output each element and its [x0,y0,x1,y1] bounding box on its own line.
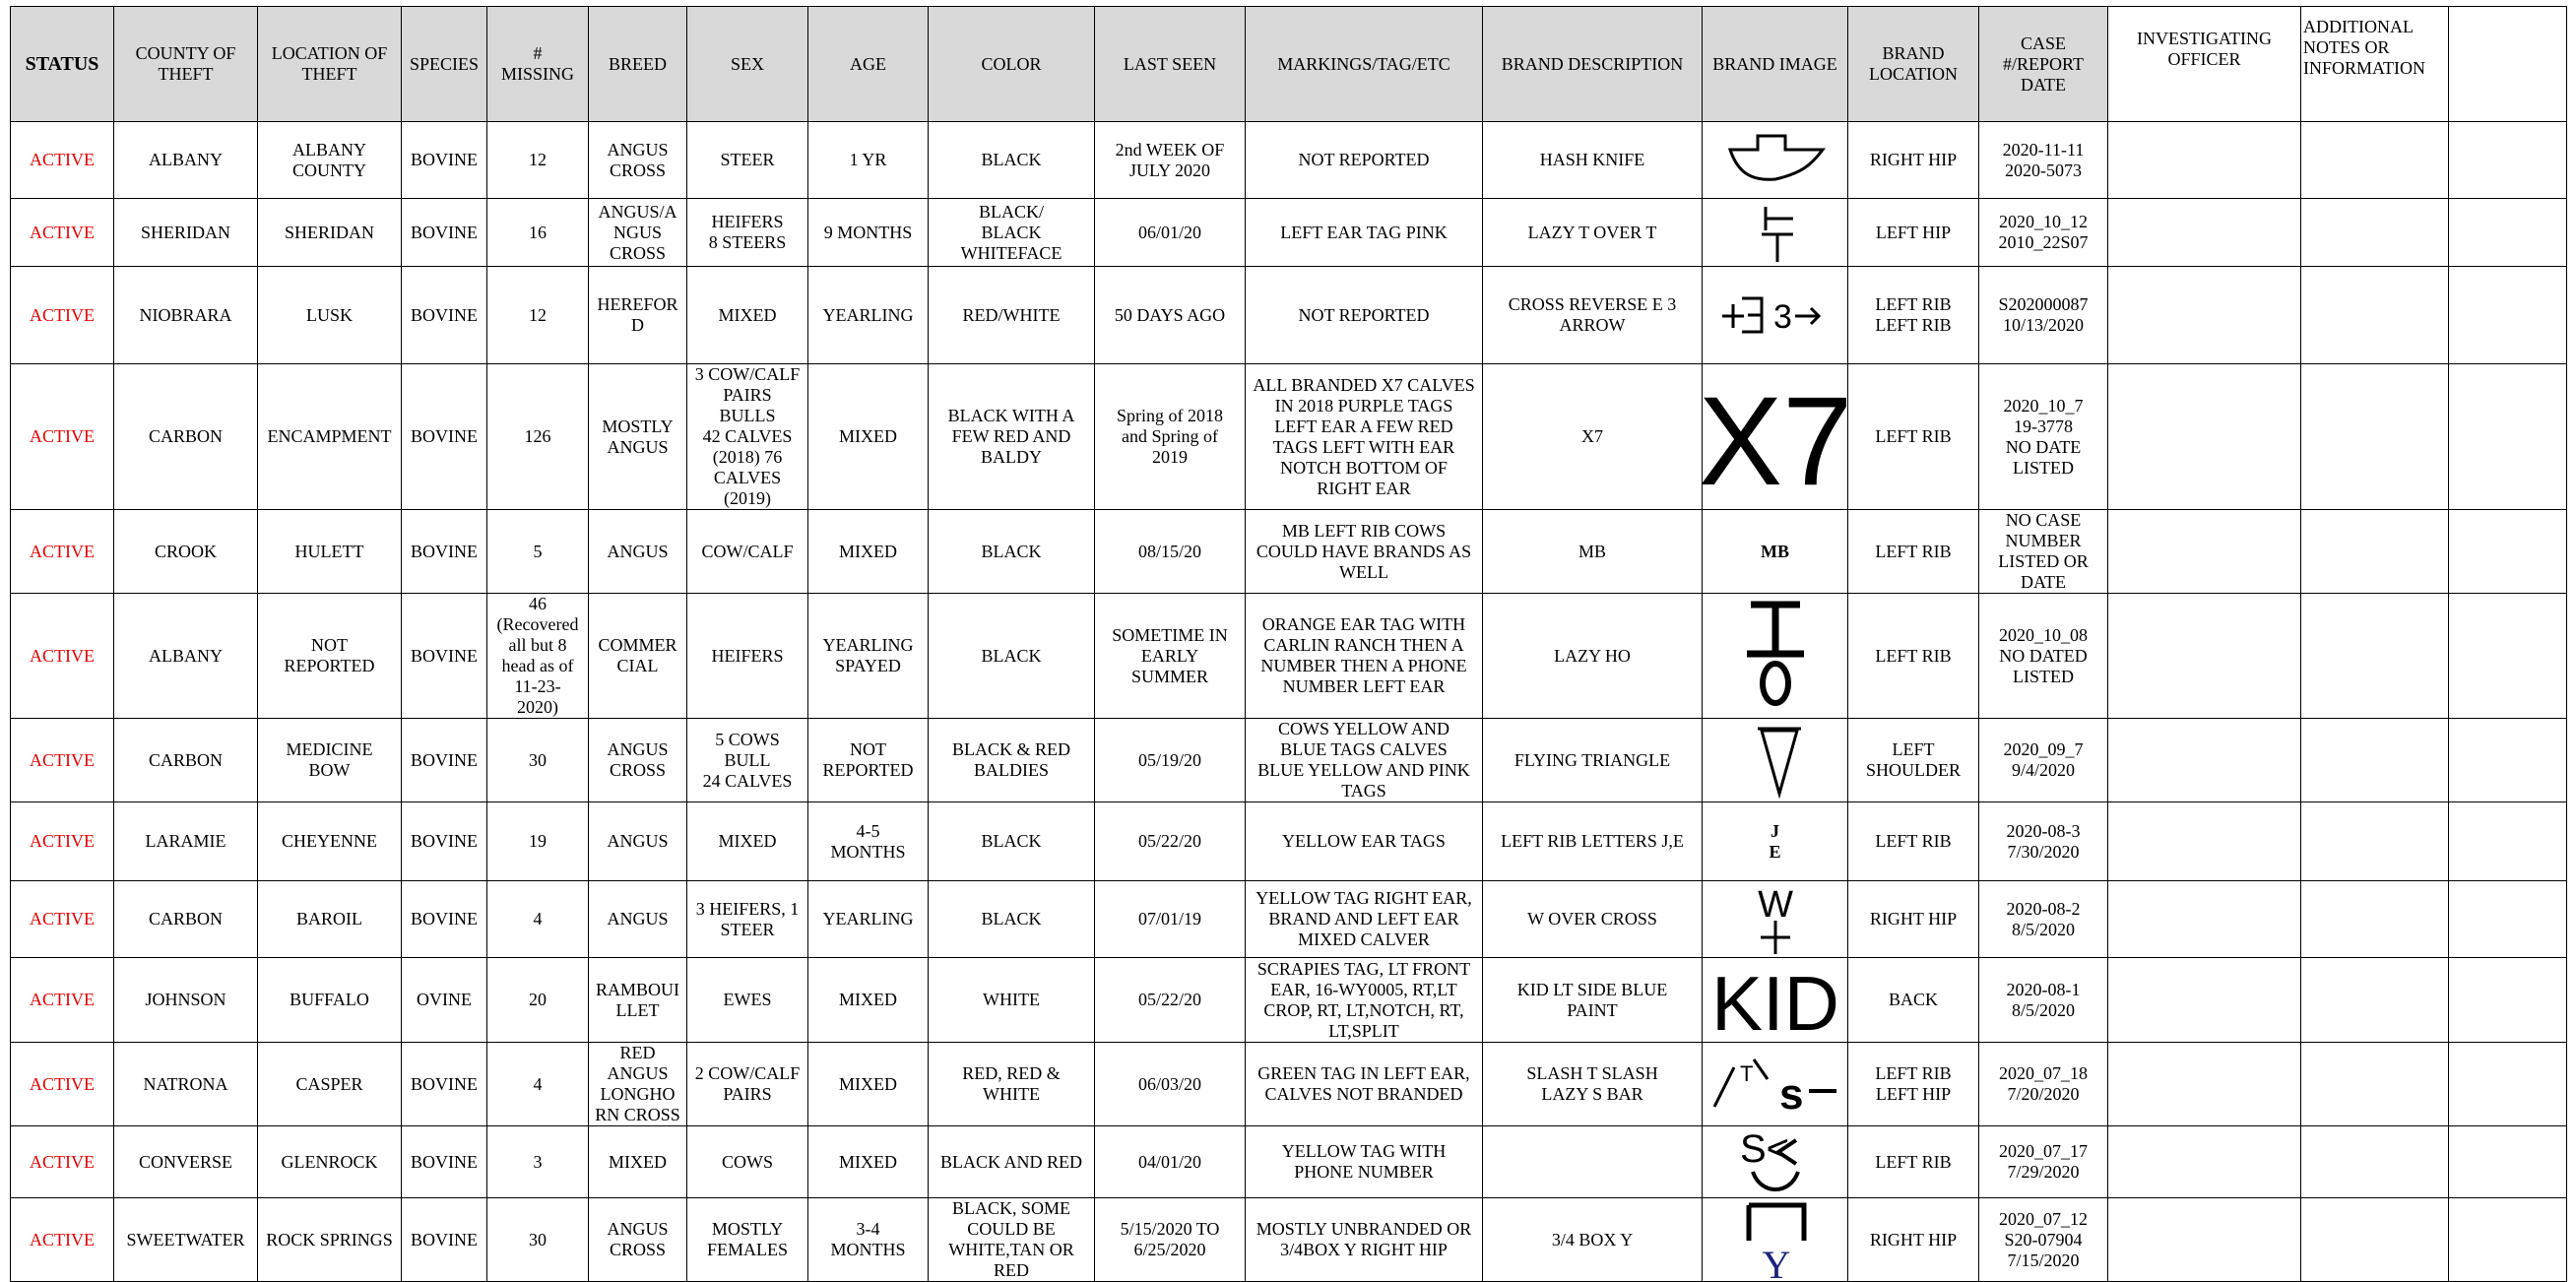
cell-last-seen: 06/03/20 [1095,1043,1246,1126]
cell-status: ACTIVE [11,510,114,594]
cell-officer [2108,364,2301,510]
brand-lettering: T [1739,1061,1753,1086]
cell-color: BLACK/ BLACK WHITEFACE [929,199,1095,267]
cell-notes [2301,1043,2449,1126]
cell-status: ACTIVE [11,1043,114,1126]
cell-color: WHITE [929,958,1095,1043]
brand-image-cell [1703,1126,1848,1198]
cell-color: RED, RED & WHITE [929,1043,1095,1126]
cell-color: BLACK & RED BALDIES [929,719,1095,802]
brand-lettering: W [1757,883,1793,926]
cell-age: MIXED [808,510,929,594]
cell-brand-description: KID LT SIDE BLUE PAINT [1483,958,1703,1043]
cell-blank [2449,719,2567,802]
cell-markings: YELLOW TAG WITH PHONE NUMBER [1246,1126,1483,1198]
cell-officer [2108,802,2301,881]
cell-sex: MIXED [687,802,808,881]
cell-county: NIOBRARA [114,267,258,364]
cell-species: BOVINE [402,199,487,267]
cell-last-seen: Spring of 2018 and Spring of 2019 [1095,364,1246,510]
cell-age: 9 MONTHS [808,199,929,267]
cell-brand-location: LEFT RIB LEFT HIP [1848,1043,1979,1126]
brand-lettering: S< [1739,1127,1789,1171]
cell-breed: ANGUS [589,881,687,958]
cell-county: ALBANY [114,594,258,719]
cell-markings: YELLOW TAG RIGHT EAR, BRAND AND LEFT EAR MIXED CALVER [1246,881,1483,958]
header-missing: # MISSING [487,7,589,122]
cell-missing: 19 [487,802,589,881]
brand-image-cell [1703,199,1848,267]
header-breed: BREED [589,7,687,122]
cell-missing: 46 (Recovered all but 8 head as of 11-23- 2020) [487,594,589,719]
cell-blank [2449,1126,2567,1198]
cell-sex: COWS [687,1126,808,1198]
cell-notes [2301,1198,2449,1282]
cell-age: 3-4 MONTHS [808,1198,929,1282]
brand-image-cell [1703,1198,1848,1282]
cell-missing: 12 [487,122,589,199]
cell-case: 2020_09_7 9/4/2020 [1979,719,2108,802]
cell-species: BOVINE [402,510,487,594]
cell-officer [2108,1043,2301,1126]
cell-breed: ANGUS CROSS [589,1198,687,1282]
cell-notes [2301,594,2449,719]
cell-brand-description: 3/4 BOX Y [1483,1198,1703,1282]
cell-brand-description: LEFT RIB LETTERS J,E [1483,802,1703,881]
cell-county: CARBON [114,719,258,802]
table-row [11,122,2567,199]
cell-notes [2301,802,2449,881]
cell-status: ACTIVE [11,1198,114,1282]
cell-markings: GREEN TAG IN LEFT EAR, CALVES NOT BRANDED [1246,1043,1483,1126]
cell-county: CARBON [114,881,258,958]
cell-breed: ANGUS CROSS [589,122,687,199]
cell-breed: ANGUS [589,510,687,594]
cell-status: ACTIVE [11,802,114,881]
cell-officer [2108,1126,2301,1198]
cell-location: CASPER [258,1043,402,1126]
table-row [11,199,2567,267]
cell-age: YEARLING SPAYED [808,594,929,719]
cell-species: BOVINE [402,802,487,881]
cell-officer [2108,1198,2301,1282]
cell-officer [2108,267,2301,364]
cell-missing: 5 [487,510,589,594]
cell-age: MIXED [808,1043,929,1126]
header-brand-location: BRAND LOCATION [1848,7,1979,122]
cell-species: BOVINE [402,364,487,510]
x7-brand-icon [1698,368,1852,512]
cell-brand-description: LAZY T OVER T [1483,199,1703,267]
cell-status: ACTIVE [11,122,114,199]
cell-officer [2108,122,2301,199]
cell-county: SHERIDAN [114,199,258,267]
cell-last-seen: 08/15/20 [1095,510,1246,594]
cell-breed: MOSTLY ANGUS [589,364,687,510]
cell-case: 2020-08-2 8/5/2020 [1979,881,2108,958]
brand-image-cell [1703,510,1848,594]
cell-case: 2020_10_12 2010_22S07 [1979,199,2108,267]
cell-color: RED/WHITE [929,267,1095,364]
table-row [11,719,2567,802]
cell-markings: SCRAPIES TAG, LT FRONT EAR, 16-WY0005, RT,LT CROP, RT, LT,NOTCH, RT, LT,SPLIT [1246,958,1483,1043]
cell-species: BOVINE [402,1126,487,1198]
cell-species: BOVINE [402,881,487,958]
cell-species: BOVINE [402,1198,487,1282]
cell-breed: HEREFOR D [589,267,687,364]
cell-species: BOVINE [402,1043,487,1126]
cell-last-seen: 05/19/20 [1095,719,1246,802]
header-location: LOCATION OF THEFT [258,7,402,122]
cell-county: ALBANY [114,122,258,199]
cell-county: NATRONA [114,1043,258,1126]
cell-status: ACTIVE [11,267,114,364]
header-case: CASE #/REPORT DATE [1979,7,2108,122]
cross-reverse-e-3-arrow-brand-icon [1716,290,1835,340]
cell-location: SHERIDAN [258,199,402,267]
table-row [11,1198,2567,1282]
cell-sex: STEER [687,122,808,199]
cell-sex: MOSTLY FEMALES [687,1198,808,1282]
cell-age: MIXED [808,958,929,1043]
cell-last-seen: 04/01/20 [1095,1126,1246,1198]
mb-brand-text: MB [1761,541,1789,561]
cell-brand-location: RIGHT HIP [1848,1198,1979,1282]
cell-brand-description: FLYING TRIANGLE [1483,719,1703,802]
cell-blank [2449,881,2567,958]
cell-case: 2020_10_08 NO DATED LISTED [1979,594,2108,719]
cell-location: ENCAMPMENT [258,364,402,510]
cell-breed: RAMBOUI LLET [589,958,687,1043]
cell-officer [2108,510,2301,594]
cell-county: CARBON [114,364,258,510]
cell-notes [2301,122,2449,199]
cell-breed: ANGUS [589,802,687,881]
header-status: STATUS [11,7,114,122]
cell-brand-description: HASH KNIFE [1483,122,1703,199]
cell-case: 2020-08-1 8/5/2020 [1979,958,2108,1043]
cell-brand-location: LEFT SHOULDER [1848,719,1979,802]
cell-color: BLACK [929,510,1095,594]
cell-species: BOVINE [402,122,487,199]
cell-case: 2020-08-3 7/30/2020 [1979,802,2108,881]
cell-sex: COW/CALF [687,510,808,594]
brand-lettering: X7 [1698,370,1852,512]
cell-notes [2301,881,2449,958]
cell-brand-description: LAZY HO [1483,594,1703,719]
cell-location: LUSK [258,267,402,364]
cell-age: 4-5 MONTHS [808,802,929,881]
cell-status: ACTIVE [11,1126,114,1198]
cell-location: MEDICINE BOW [258,719,402,802]
cell-officer [2108,719,2301,802]
cell-color: BLACK [929,122,1095,199]
cell-species: BOVINE [402,267,487,364]
table-row [11,267,2567,364]
cell-color: BLACK [929,802,1095,881]
box-y-brand-icon [1731,1201,1820,1282]
cell-last-seen: 05/22/20 [1095,958,1246,1043]
cell-markings: COWS YELLOW AND BLUE TAGS CALVES BLUE YELLOW AND PINK TAGS [1246,719,1483,802]
brand-image-cell [1703,719,1848,802]
cell-brand-location: BACK [1848,958,1979,1043]
cell-breed: ANGUS CROSS [589,719,687,802]
cell-brand-location: LEFT RIB [1848,364,1979,510]
cell-brand-location: LEFT RIB [1848,510,1979,594]
cell-markings: NOT REPORTED [1246,122,1483,199]
cell-officer [2108,199,2301,267]
cell-status: ACTIVE [11,958,114,1043]
cell-sex: MIXED [687,267,808,364]
cell-brand-description [1483,1126,1703,1198]
cell-case: 2020-11-11 2020-5073 [1979,122,2108,199]
cell-last-seen: 06/01/20 [1095,199,1246,267]
brand-image-cell [1703,881,1848,958]
cell-county: JOHNSON [114,958,258,1043]
lazy-t-over-t-brand-icon [1736,201,1815,264]
w-over-cross-brand-icon [1741,883,1810,956]
cell-brand-description: CROSS REVERSE E 3 ARROW [1483,267,1703,364]
kid-brand-icon [1710,959,1839,1047]
cell-sex: 3 HEIFERS, 1 STEER [687,881,808,958]
cell-officer [2108,881,2301,958]
hash-knife-brand-icon [1716,126,1835,195]
cell-sex: 5 COWS BULL 24 CALVES [687,719,808,802]
cell-location: HULETT [258,510,402,594]
table-row [11,364,2567,510]
brand-lettering: KID [1710,959,1839,1047]
brand-image-cell [1703,594,1848,719]
brand-image-cell [1703,122,1848,199]
cell-last-seen: 50 DAYS AGO [1095,267,1246,364]
lazy-ho-brand-icon [1731,597,1820,715]
cell-blank [2449,199,2567,267]
cell-missing: 12 [487,267,589,364]
brand-image-cell [1703,958,1848,1047]
header-brand-description: BRAND DESCRIPTION [1483,7,1703,122]
cell-sex: HEIFERS [687,594,808,719]
header-last-seen: LAST SEEN [1095,7,1246,122]
cell-brand-description: X7 [1483,364,1703,510]
svg-text:s: s [1778,1070,1803,1119]
header-sex: SEX [687,7,808,122]
cell-notes [2301,719,2449,802]
cell-blank [2449,802,2567,881]
slash-t-slash-lazy-s-bar-brand-icon [1707,1052,1844,1117]
table-row [11,510,2567,594]
cell-case: 2020_10_7 19-3778 NO DATE LISTED [1979,364,2108,510]
cell-last-seen: 5/15/2020 TO 6/25/2020 [1095,1198,1246,1282]
cell-location: NOT REPORTED [258,594,402,719]
cell-breed: RED ANGUS LONGHO RN CROSS [589,1043,687,1126]
cell-blank [2449,1043,2567,1126]
brand-lettering: Y [1762,1243,1790,1282]
cell-age: MIXED [808,364,929,510]
cell-color: BLACK [929,881,1095,958]
cell-markings: ALL BRANDED X7 CALVES IN 2018 PURPLE TAGS LEFT EAR A FEW RED TAGS LEFT WITH EAR NOTCH BOTTOM OF RIGHT EAR [1246,364,1483,510]
brand-image-cell [1698,364,1852,512]
cell-county: SWEETWATER [114,1198,258,1282]
table-row [11,958,2567,1043]
cell-missing: 4 [487,881,589,958]
header-brand-image: BRAND IMAGE [1703,7,1848,122]
cell-missing: 20 [487,958,589,1043]
cell-color: BLACK AND RED [929,1126,1095,1198]
cell-missing: 16 [487,199,589,267]
cell-brand-location: RIGHT HIP [1848,122,1979,199]
cell-markings: YELLOW EAR TAGS [1246,802,1483,881]
cell-brand-location: LEFT RIB [1848,1126,1979,1198]
s-less-than-brand-icon [1731,1126,1820,1197]
cell-notes [2301,1126,2449,1198]
cell-missing: 4 [487,1043,589,1126]
cell-brand-location: LEFT HIP [1848,199,1979,267]
cell-markings: ORANGE EAR TAG WITH CARLIN RANCH THEN A NUMBER THEN A PHONE NUMBER LEFT EAR [1246,594,1483,719]
cell-blank [2449,958,2567,1043]
cell-county: CONVERSE [114,1126,258,1198]
cell-sex: 3 COW/CALF PAIRS BULLS 42 CALVES (2018) 76 CALVES (2019) [687,364,808,510]
table-row [11,594,2567,719]
cell-location: ALBANY COUNTY [258,122,402,199]
table-row [11,1043,2567,1126]
cell-blank [2449,364,2567,510]
table-row [11,881,2567,958]
cell-brand-location: RIGHT HIP [1848,881,1979,958]
cell-location: GLENROCK [258,1126,402,1198]
brand-image-cell [1703,1043,1848,1126]
flying-triangle-brand-icon [1736,721,1815,800]
cell-case: 2020_07_17 7/29/2020 [1979,1126,2108,1198]
cell-blank [2449,510,2567,594]
cell-case: NO CASE NUMBER LISTED OR DATE [1979,510,2108,594]
cell-status: ACTIVE [11,199,114,267]
cell-notes [2301,267,2449,364]
cell-notes [2301,199,2449,267]
header-color: COLOR [929,7,1095,122]
cell-case: S202000087 10/13/2020 [1979,267,2108,364]
cell-age: MIXED [808,1126,929,1198]
cell-color: BLACK [929,594,1095,719]
cell-officer [2108,958,2301,1043]
cell-blank [2449,267,2567,364]
cell-notes [2301,364,2449,510]
cell-officer [2108,594,2301,719]
cell-brand-description: MB [1483,510,1703,594]
je-brand-text: J E [1769,820,1781,862]
cell-missing: 126 [487,364,589,510]
cell-species: OVINE [402,958,487,1043]
cell-sex: HEIFERS 8 STEERS [687,199,808,267]
cell-sex: 2 COW/CALF PAIRS [687,1043,808,1126]
header-row [11,7,2567,122]
cell-color: BLACK WITH A FEW RED AND BALDY [929,364,1095,510]
table-row [11,1126,2567,1198]
cell-status: ACTIVE [11,881,114,958]
cell-missing: 3 [487,1126,589,1198]
svg-text:3: 3 [1772,298,1792,336]
cell-notes [2301,958,2449,1043]
cell-last-seen: 07/01/19 [1095,881,1246,958]
cell-markings: MB LEFT RIB COWS COULD HAVE BRANDS AS WELL [1246,510,1483,594]
stolen-livestock-table [10,6,2567,1282]
cell-last-seen: 2nd WEEK OF JULY 2020 [1095,122,1246,199]
cell-brand-description: SLASH T SLASH LAZY S BAR [1483,1043,1703,1126]
cell-age: NOT REPORTED [808,719,929,802]
cell-brand-location: LEFT RIB [1848,802,1979,881]
cell-breed: COMMER CIAL [589,594,687,719]
cell-notes [2301,510,2449,594]
cell-age: YEARLING [808,881,929,958]
cell-markings: MOSTLY UNBRANDED OR 3/4BOX Y RIGHT HIP [1246,1198,1483,1282]
cell-sex: EWES [687,958,808,1043]
cell-case: 2020_07_18 7/20/2020 [1979,1043,2108,1126]
cell-case: 2020_07_12 S20-07904 7/15/2020 [1979,1198,2108,1282]
header-investigating-officer: INVESTIGATING OFFICER [2108,7,2301,122]
cell-blank [2449,122,2567,199]
cell-age: YEARLING [808,267,929,364]
cell-county: LARAMIE [114,802,258,881]
cell-color: BLACK, SOME COULD BE WHITE,TAN OR RED [929,1198,1095,1282]
cell-breed: MIXED [589,1126,687,1198]
header-markings: MARKINGS/TAG/ETC [1246,7,1483,122]
cell-blank [2449,1198,2567,1282]
header-species: SPECIES [402,7,487,122]
cell-age: 1 YR [808,122,929,199]
cell-blank [2449,594,2567,719]
cell-status: ACTIVE [11,719,114,802]
cell-brand-location: LEFT RIB [1848,594,1979,719]
cell-missing: 30 [487,1198,589,1282]
cell-last-seen: SOMETIME IN EARLY SUMMER [1095,594,1246,719]
cell-breed: ANGUS/A NGUS CROSS [589,199,687,267]
cell-brand-location: LEFT RIB LEFT RIB [1848,267,1979,364]
header-age: AGE [808,7,929,122]
cell-location: ROCK SPRINGS [258,1198,402,1282]
cell-brand-description: W OVER CROSS [1483,881,1703,958]
cell-species: BOVINE [402,719,487,802]
header-blank [2449,7,2567,122]
cell-last-seen: 05/22/20 [1095,802,1246,881]
brand-image-cell [1703,802,1848,881]
cell-location: CHEYENNE [258,802,402,881]
header-county: COUNTY OF THEFT [114,7,258,122]
cell-missing: 30 [487,719,589,802]
cell-species: BOVINE [402,594,487,719]
cell-status: ACTIVE [11,594,114,719]
cell-county: CROOK [114,510,258,594]
brand-image-cell [1703,267,1848,364]
table-row [11,802,2567,881]
cell-markings: NOT REPORTED [1246,267,1483,364]
cell-markings: LEFT EAR TAG PINK [1246,199,1483,267]
header-additional-notes: ADDITIONAL NOTES OR INFORMATION [2301,7,2449,122]
cell-location: BAROIL [258,881,402,958]
cell-status: ACTIVE [11,364,114,510]
cell-location: BUFFALO [258,958,402,1043]
